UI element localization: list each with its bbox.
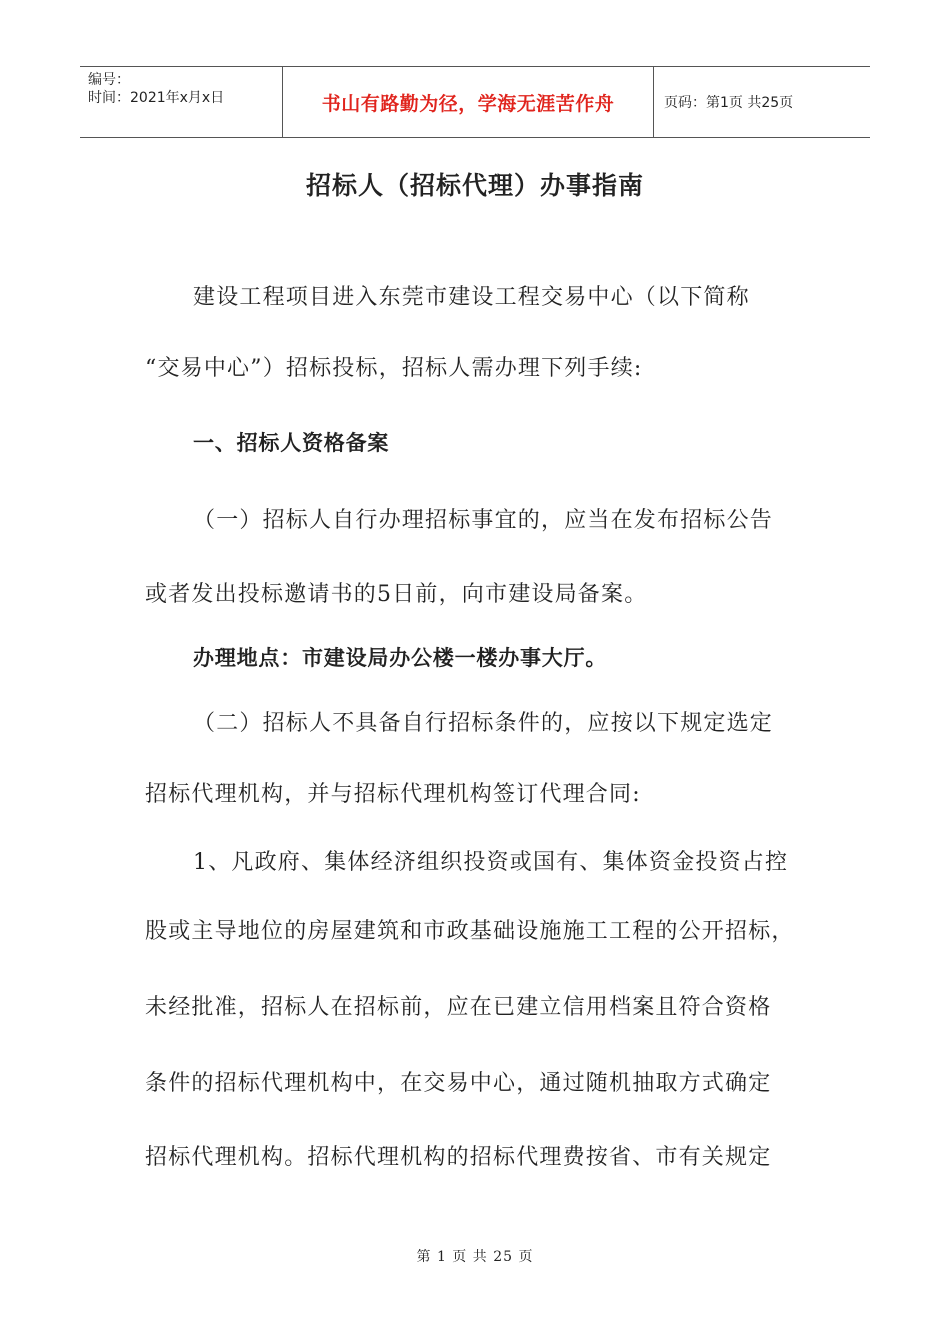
page-footer: 第 1 页 共 25 页 bbox=[416, 1249, 534, 1265]
paragraph-line: 未经批准，招标人在招标前，应在已建立信用档案且符合资格 bbox=[145, 995, 772, 1020]
time-label: 时间：2021年x月x日 bbox=[88, 90, 225, 106]
office-location: 办理地点：市建设局办公楼一楼办事大厅。 bbox=[193, 646, 608, 670]
paragraph-line: “交易中心”）招标投标，招标人需办理下列手续: bbox=[145, 356, 643, 381]
paragraph-line: 建设工程项目进入东莞市建设工程交易中心（以下简称 bbox=[193, 285, 750, 310]
paragraph-line: 招标代理机构，并与招标代理机构签订代理合同: bbox=[145, 782, 641, 807]
number-label: 编号： bbox=[88, 72, 130, 88]
paragraph-line: 或者发出投标邀请书的5日前，向市建设局备案。 bbox=[145, 582, 648, 607]
header-table bbox=[80, 66, 870, 138]
paragraph-line: （二）招标人不具备自行招标条件的，应按以下规定选定 bbox=[193, 711, 774, 736]
page-info-text: 页码：第1页 共25页 bbox=[664, 95, 794, 111]
document-title: 招标人（招标代理）办事指南 bbox=[305, 171, 644, 200]
motto-text: 书山有路勤为径，学海无涯苦作舟 bbox=[321, 92, 615, 115]
paragraph-line: 招标代理机构。招标代理机构的招标代理费按省、市有关规定 bbox=[145, 1145, 772, 1170]
paragraph-line: 条件的招标代理机构中，在交易中心，通过随机抽取方式确定 bbox=[145, 1071, 772, 1096]
header-page-info bbox=[654, 67, 870, 137]
paragraph-line: （一）招标人自行办理招标事宜的，应当在发布招标公告 bbox=[193, 508, 774, 533]
header-meta bbox=[80, 67, 282, 137]
header-motto bbox=[282, 67, 654, 137]
paragraph-line: 股或主导地位的房屋建筑和市政基础设施施工工程的公开招标， bbox=[145, 919, 795, 944]
paragraph-line: 1、凡政府、集体经济组织投资或国有、集体资金投资占控 bbox=[193, 850, 789, 875]
section-heading: 一、招标人资格备案 bbox=[193, 431, 390, 455]
